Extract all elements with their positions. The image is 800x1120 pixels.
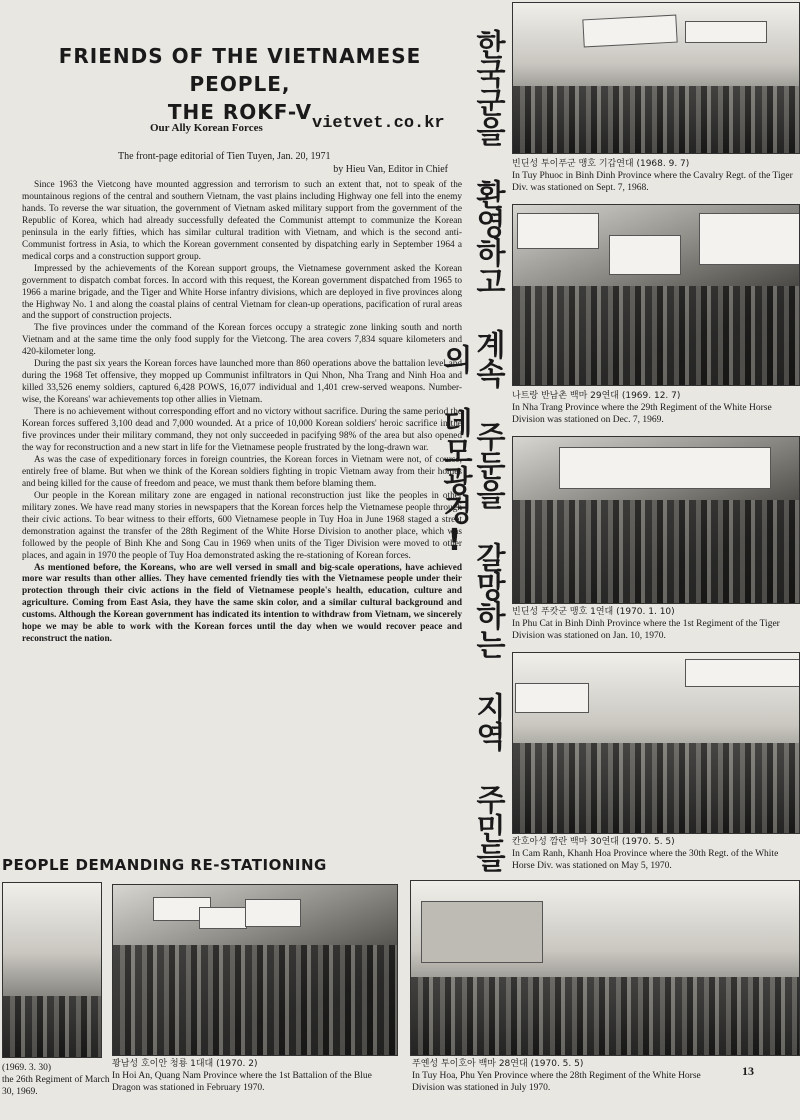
- byline-author: by Hieu Van, Editor in Chief: [333, 164, 448, 175]
- paragraph: Since 1963 the Vietcong have mounted aggression and terrorism to such an extent that, not to speak of the mountainous regions of the central and southern Vietnam, the vast plains including Highway one fell into the enemy hands. To reverse the war situation, the government of Vietnam asked military support from the government of the Republic of Korea, which had already successfully defeated the Communist attempt to communize the Korean peninsula in the early fifties, which has similar cultural tradition with Vietnam, and which is the second anti-Communist fortress in Asia, to which the Korean government consented by dispatching early in September 1964 a medical corps and a construction support group.: [22, 180, 462, 262]
- caption-photo-1: [512, 158, 800, 194]
- caption-english: In Cam Ranh, Khanh Hoa Province where the 30th Regt. of the White Horse Div. was stationed on May 5, 1970.: [512, 849, 779, 871]
- watermark-text: vietvet.co.kr: [312, 114, 445, 133]
- caption-korean: 꽝남성 호이안 청룡 1대대 (1970. 2): [112, 1059, 258, 1069]
- title-line-1: FRIENDS OF THE VIETNAMESE PEOPLE,: [58, 44, 422, 96]
- caption-english: In Tuy Hoa, Phu Yen Province where the 28th Regiment of the White Horse Division was stationed in July 1970.: [412, 1071, 701, 1093]
- caption-english: In Tuy Phuoc in Binh Dinh Province where the Cavalry Regt. of the Tiger Div. was stationed on Sept. 7, 1968.: [512, 171, 793, 193]
- caption-photo-4: [512, 836, 800, 872]
- article-subtitle: Our Ally Korean Forces: [150, 122, 263, 134]
- caption-english: the 26th Regiment of March 30, 1969.: [2, 1075, 110, 1097]
- paragraph: As was the case of expeditionary forces in foreign countries, the Korean forces in Vietnam were not, of course, entirely free of blame. But when we think of the Korean soldiers fighting in tropic Vietnam away from their homes and being killed for the cause of freedom and peace, we must thank them before blaming them.: [22, 454, 462, 489]
- caption-photo-2: [512, 390, 800, 426]
- page-number: 13: [742, 1064, 754, 1078]
- caption-korean: 나트랑 반남촌 백마 29연대 (1969. 12. 7): [512, 391, 681, 401]
- caption-date: (1969. 3. 30): [2, 1063, 52, 1073]
- byline: [118, 150, 458, 176]
- photo-nha-trang: [512, 204, 800, 386]
- photo-bottom-left: [2, 882, 102, 1058]
- vertical-korean-heading: 한국군을 환영하고 계속 주둔을 갈망하는 지역 주민들의 데모광경!: [437, 29, 505, 871]
- caption-korean: 빈딘성 투이푸군 맹호 기갑연대 (1968. 9. 7): [512, 159, 690, 169]
- caption-korean: 빈딘성 푸캇군 맹호 1연대 (1970. 1. 10): [512, 607, 675, 617]
- paragraph: Impressed by the achievements of the Korean support groups, the Vietnamese government asked the Korean government to dispatch combat forces. In accord with this request, the Korean government dispatched from 1965 to 1966 a marine brigade, and the Tiger and White Horse infantry divisions, which are deployed in five provinces along the Highway No. 1 and along the coastal plains of central Vietnam for clean-up operations, pacification of rural areas and the support of construction projects.: [22, 263, 462, 322]
- closing-paragraph: As mentioned before, the Koreans, who are well versed in small and big-scale operations, have achieved more war results than other allies. They have cemented friendly ties with the Vietnamese people under their protection through their civic actions in the field of Vietnamese people's health, education, culture and agriculture. Coming from East Asia, they have the same skin color, and a similar cultural background and customs. Although the Korean government has indicated its intention to withdraw from Vietnam, we sincerely hope we may be able to work with the Korean forces until the day when we would recover peace and reconstruct the nation.: [22, 562, 462, 645]
- caption-korean: 푸옌성 투이호아 백마 28연대 (1970. 5. 5): [412, 1059, 584, 1069]
- photo-hoi-an: [112, 884, 398, 1056]
- photo-tuy-hoa: [410, 880, 800, 1056]
- title-line-2: THE ROKF-V: [167, 100, 313, 124]
- caption-photo-6: [112, 1058, 402, 1094]
- caption-photo-3: [512, 606, 800, 642]
- caption-photo-5: [2, 1062, 112, 1098]
- article-body: [22, 180, 462, 646]
- paragraph: There is no achievement without corresponding effort and no victory without sacrifice. During the same period the Korean forces suffered 3,100 dead and 7,000 wounded. At a price of 10,000 Korean soldiers' heroic sacrifice in the five provinces under their military command, they not only succeeded in pacifying 98% of the area but also opened the way for reconstruction and a new start in life for the Vietnamese people frustrated by the long-drawn war.: [22, 407, 462, 453]
- caption-english: In Nha Trang Province where the 29th Regiment of the White Horse Division was stationed on Dec. 7, 1969.: [512, 403, 772, 425]
- paragraph: Our people in the Korean military zone are engaged in national reconstruction just like the peoples in other military zones. We have read many stories in newspapers that the Korean forces help the Vietnamese people through their civic actions. To bear witness to their efforts, 600 Vietnamese people in Tuy Hoa in June 1968 staged a street demonstration against the transfer of the 28th Regiment of the White Horse Division to another place, which was followed by the people of Binh Khe and Song Cau in 1969 when units of the Tiger Division were moved to other places, and again in 1970 the people of Tuy Hoa demonstrated asking the re-stationing of Korean forces.: [22, 490, 462, 561]
- caption-photo-7: [412, 1058, 732, 1094]
- paragraph: The five provinces under the command of the Korean forces occupy a strategic zone linking south and north Vietnam and at the same time the only food supply for the Vietcong. The area covers 7,834 square kilometers and 420-kilometer long.: [22, 323, 462, 358]
- caption-english: In Hoi An, Quang Nam Province where the 1st Battalion of the Blue Dragon was stationed in February 1970.: [112, 1071, 372, 1093]
- photo-cam-ranh: [512, 652, 800, 834]
- section-heading: PEOPLE DEMANDING RE-STATIONING: [2, 856, 327, 874]
- byline-source: The front-page editorial of Tien Tuyen, Jan. 20, 1971: [118, 151, 331, 162]
- caption-korean: 칸호아성 깜란 백마 30연대 (1970. 5. 5): [512, 837, 675, 847]
- paragraph: During the past six years the Korean forces have launched more than 860 operations above the battalion level and during the 1968 Tet offensive, they mopped up Communist infiltrators in Qui Nhon, Nha Trang and Ninh Hoa and killed 33,526 enemy soldiers, captured 6,428 POWS, 16,077 individual and 1,401 crew-served weapons. Number-wise, the Koreans' war achievements top other allies in Vietnam.: [22, 359, 462, 406]
- photo-tuy-phuoc: [512, 2, 800, 154]
- photo-phu-cat: [512, 436, 800, 604]
- caption-english: In Phu Cat in Binh Dinh Province where the 1st Regiment of the Tiger Division was stationed on Jan. 10, 1970.: [512, 619, 780, 641]
